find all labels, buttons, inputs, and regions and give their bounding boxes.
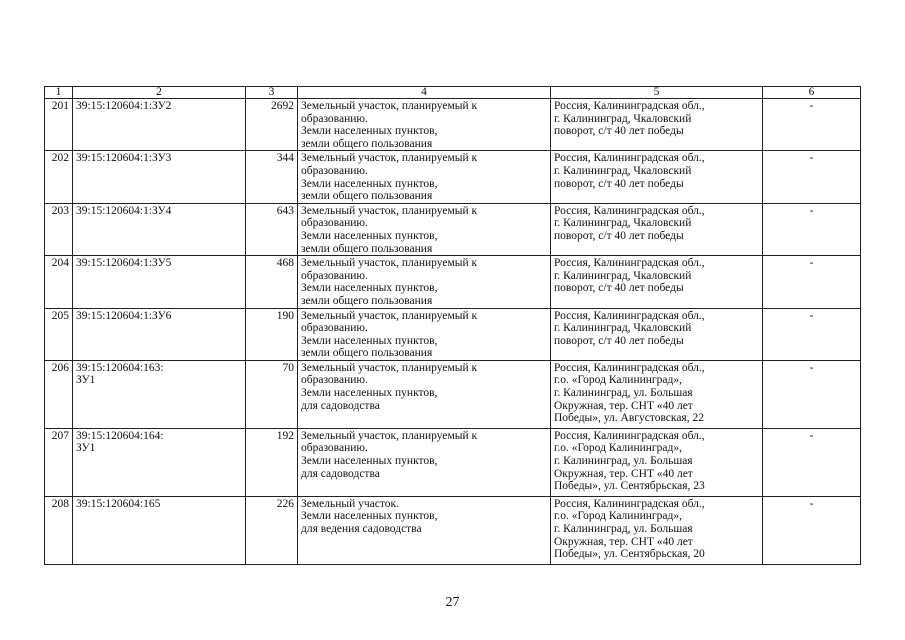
row-number-cell: 202 bbox=[45, 151, 73, 203]
cadastral-number-line: 39:15:120604:1:ЗУ5 bbox=[76, 257, 172, 270]
page-number: 27 bbox=[445, 595, 460, 610]
address-cell bbox=[551, 308, 763, 360]
area-cell: 192 bbox=[246, 428, 298, 496]
description-line: образованию. bbox=[301, 217, 368, 230]
table-row bbox=[45, 203, 861, 255]
row-number-cell: 206 bbox=[45, 360, 73, 428]
description-cell bbox=[298, 256, 551, 308]
cadastral-number-line: 39:15:120604:163: bbox=[76, 361, 164, 374]
table-row bbox=[45, 256, 861, 308]
address-line: Россия, Калининградская обл., bbox=[554, 257, 705, 270]
column-6-cell: - bbox=[763, 203, 861, 255]
header-cell-6: 6 bbox=[763, 87, 861, 99]
description-line: для ведения садоводства bbox=[301, 523, 422, 536]
cadastral-number-line: 39:15:120604:1:ЗУ6 bbox=[76, 309, 172, 322]
area-cell: 468 bbox=[246, 256, 298, 308]
address-line: Россия, Калининградская обл., bbox=[554, 152, 705, 165]
table-row bbox=[45, 496, 861, 564]
description-line: Земельный участок, планируемый к bbox=[301, 100, 478, 112]
table-row bbox=[45, 360, 861, 428]
description-cell bbox=[298, 360, 551, 428]
address-line: г. Калининград, Чкаловский bbox=[554, 112, 692, 125]
area-cell: 70 bbox=[246, 360, 298, 428]
header-cell-1: 1 bbox=[45, 87, 73, 99]
area-cell: 190 bbox=[246, 308, 298, 360]
area-cell: 226 bbox=[246, 496, 298, 564]
header-cell-4: 4 bbox=[298, 87, 551, 99]
column-6-cell: - bbox=[763, 360, 861, 428]
address-line: г.о. «Город Калининград», bbox=[554, 510, 682, 523]
description-line: земли общего пользования bbox=[301, 190, 433, 203]
description-line: Земли населенных пунктов, bbox=[301, 334, 438, 347]
description-line: Земли населенных пунктов, bbox=[301, 282, 438, 295]
address-line: Окружная, тер. СНТ «40 лет bbox=[554, 535, 693, 548]
address-cell bbox=[551, 151, 763, 203]
cadastral-number-cell bbox=[73, 151, 246, 203]
description-cell bbox=[298, 151, 551, 203]
description-line: для садоводства bbox=[301, 399, 380, 412]
land-plots-table bbox=[44, 86, 861, 565]
address-line: г.о. «Город Калининград», bbox=[554, 374, 682, 387]
address-line: Победы», ул. Сентябрьская, 23 bbox=[554, 480, 705, 493]
address-line: поворот, с/т 40 лет победы bbox=[554, 334, 684, 347]
address-line: Россия, Калининградская обл., bbox=[554, 429, 705, 442]
description-line: Земельный участок, планируемый к bbox=[301, 152, 478, 165]
table-row bbox=[45, 308, 861, 360]
area-cell: 2692 bbox=[246, 99, 298, 151]
column-6-cell: - bbox=[763, 428, 861, 496]
row-number-cell: 201 bbox=[45, 99, 73, 151]
description-line: Земли населенных пунктов, bbox=[301, 229, 438, 242]
address-line: Россия, Калининградская обл., bbox=[554, 361, 705, 374]
address-line: поворот, с/т 40 лет победы bbox=[554, 177, 684, 190]
address-cell bbox=[551, 203, 763, 255]
cadastral-number-line: 39:15:120604:1:ЗУ2 bbox=[76, 100, 172, 112]
description-line: Земельный участок, планируемый к bbox=[301, 204, 478, 217]
area-cell: 643 bbox=[246, 203, 298, 255]
cadastral-number-line: 39:15:120604:165 bbox=[76, 497, 161, 510]
description-cell bbox=[298, 496, 551, 564]
description-line: Земли населенных пунктов, bbox=[301, 177, 438, 190]
description-line: Земли населенных пунктов, bbox=[301, 125, 438, 138]
column-6-cell: - bbox=[763, 151, 861, 203]
address-line: поворот, с/т 40 лет победы bbox=[554, 282, 684, 295]
row-number-cell: 204 bbox=[45, 256, 73, 308]
address-line: г. Калининград, Чкаловский bbox=[554, 269, 692, 282]
description-line: Земельный участок, планируемый к bbox=[301, 361, 478, 374]
address-cell bbox=[551, 496, 763, 564]
cadastral-number-cell bbox=[73, 428, 246, 496]
row-number-cell: 205 bbox=[45, 308, 73, 360]
column-6-cell: - bbox=[763, 99, 861, 151]
cadastral-number-line: ЗУ1 bbox=[76, 442, 96, 455]
header-cell-2: 2 bbox=[73, 87, 246, 99]
cadastral-number-line: ЗУ1 bbox=[76, 374, 96, 387]
description-cell bbox=[298, 308, 551, 360]
cadastral-number-cell bbox=[73, 496, 246, 564]
address-line: Окружная, тер. СНТ «40 лет bbox=[554, 467, 693, 480]
description-cell bbox=[298, 203, 551, 255]
description-line: Земли населенных пунктов, bbox=[301, 510, 438, 523]
address-line: Победы», ул. Сентябрьская, 20 bbox=[554, 548, 705, 561]
address-line: Россия, Калининградская обл., bbox=[554, 100, 705, 112]
table-row bbox=[45, 151, 861, 203]
description-cell bbox=[298, 428, 551, 496]
description-line: образованию. bbox=[301, 442, 368, 455]
description-line: Земельный участок, планируемый к bbox=[301, 429, 478, 442]
address-line: г. Калининград, Чкаловский bbox=[554, 322, 692, 335]
description-line: образованию. bbox=[301, 269, 368, 282]
description-line: земли общего пользования bbox=[301, 242, 433, 255]
description-line: Земельный участок. bbox=[301, 497, 399, 510]
description-line: земли общего пользования bbox=[301, 137, 433, 150]
header-row bbox=[45, 87, 861, 99]
cadastral-number-cell bbox=[73, 99, 246, 151]
address-line: Окружная, тер. СНТ «40 лет bbox=[554, 399, 693, 412]
table-body bbox=[45, 99, 861, 565]
description-line: образованию. bbox=[301, 164, 368, 177]
table-row bbox=[45, 99, 861, 151]
address-line: г. Калининград, ул. Большая bbox=[554, 455, 693, 468]
row-number-cell: 207 bbox=[45, 428, 73, 496]
column-6-cell: - bbox=[763, 256, 861, 308]
address-line: г. Калининград, Чкаловский bbox=[554, 217, 692, 230]
address-line: г. Калининград, ул. Большая bbox=[554, 523, 693, 536]
header-cell-3: 3 bbox=[246, 87, 298, 99]
address-line: Победы», ул. Августовская, 22 bbox=[554, 412, 704, 425]
column-6-cell: - bbox=[763, 496, 861, 564]
cadastral-number-cell bbox=[73, 256, 246, 308]
description-line: Земли населенных пунктов, bbox=[301, 387, 438, 400]
table-row bbox=[45, 428, 861, 496]
address-line: г. Калининград, Чкаловский bbox=[554, 164, 692, 177]
description-line: образованию. bbox=[301, 112, 368, 125]
row-number-cell: 208 bbox=[45, 496, 73, 564]
address-line: г.о. «Город Калининград», bbox=[554, 442, 682, 455]
header-cell-5: 5 bbox=[551, 87, 763, 99]
address-line: поворот, с/т 40 лет победы bbox=[554, 125, 684, 138]
address-cell bbox=[551, 360, 763, 428]
description-line: Земли населенных пунктов, bbox=[301, 455, 438, 468]
address-line: Россия, Калининградская обл., bbox=[554, 497, 705, 510]
address-line: г. Калининград, ул. Большая bbox=[554, 387, 693, 400]
row-number-cell: 203 bbox=[45, 203, 73, 255]
cadastral-number-line: 39:15:120604:1:ЗУ4 bbox=[76, 204, 172, 217]
description-line: образованию. bbox=[301, 322, 368, 335]
address-line: Россия, Калининградская обл., bbox=[554, 204, 705, 217]
cadastral-number-cell bbox=[73, 203, 246, 255]
description-line: земли общего пользования bbox=[301, 294, 433, 307]
description-line: Земельный участок, планируемый к bbox=[301, 309, 478, 322]
description-line: для садоводства bbox=[301, 467, 380, 480]
description-line: Земельный участок, планируемый к bbox=[301, 257, 478, 270]
address-cell bbox=[551, 428, 763, 496]
address-cell bbox=[551, 256, 763, 308]
cadastral-number-cell bbox=[73, 308, 246, 360]
description-cell bbox=[298, 99, 551, 151]
area-cell: 344 bbox=[246, 151, 298, 203]
description-line: земли общего пользования bbox=[301, 347, 433, 360]
address-line: поворот, с/т 40 лет победы bbox=[554, 229, 684, 242]
cadastral-number-line: 39:15:120604:164: bbox=[76, 429, 164, 442]
cadastral-number-cell bbox=[73, 360, 246, 428]
description-line: образованию. bbox=[301, 374, 368, 387]
address-cell bbox=[551, 99, 763, 151]
address-line: Россия, Калининградская обл., bbox=[554, 309, 705, 322]
column-6-cell: - bbox=[763, 308, 861, 360]
cadastral-number-line: 39:15:120604:1:ЗУ3 bbox=[76, 152, 172, 165]
